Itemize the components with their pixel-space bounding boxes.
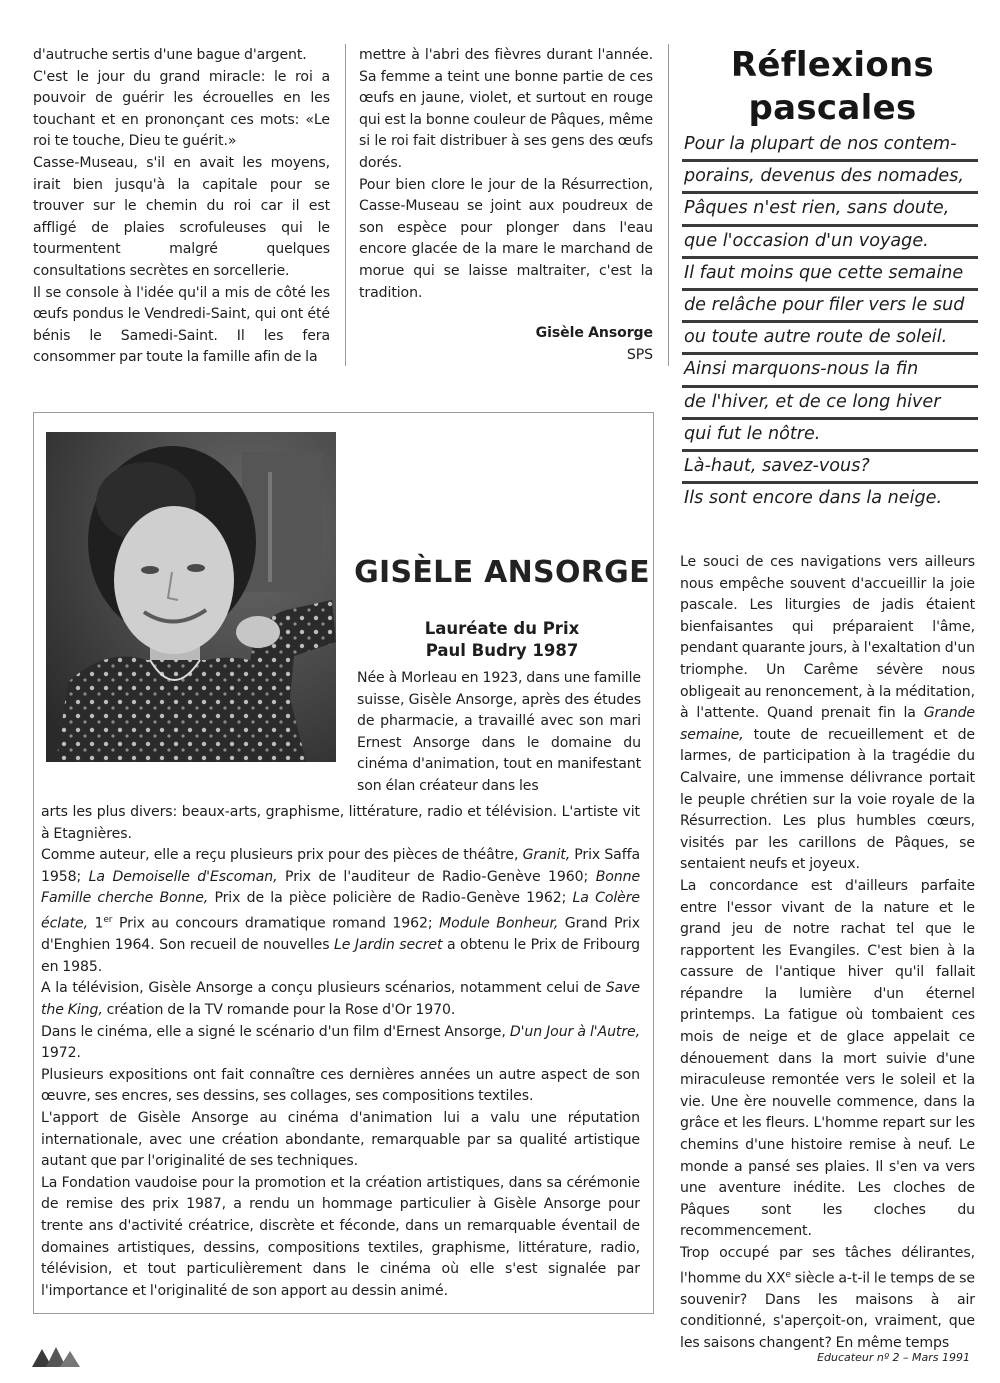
paragraph-awards: Comme auteur, elle a reçu plusieurs prix pour des pièces de théâtre, Granit, Prix Saffa 1958; La Demoiselle d'Escoman, Prix de l'auditeur de Radio-Genève 1960; Bonne Famille cherche Bonne, Prix de la pièce policière de Radio-Genève 1962; La Colère éclate, 1er Prix au concours dramatique romand 1962; Module Bonheur, Grand Prix d'Enghien 1964. Son recueil de nouvelles Le Jardin secret a obtenu le Prix de Fribourg en 1985. (41, 847, 641, 975)
article-column-middle (359, 45, 653, 366)
prize-line: Lauréate du Prix (424, 619, 580, 638)
paragraph: Le souci de ces navigations vers ailleurs nous empêche souvent d'accueillir la joie pascale. Les liturgies de jadis étaient bienfaisantes qui préparaient l'âme, pendant quarante jours, à l'exaltation d'un triomphe. Un Carême sévère nous obligeait au renoncement, à la méditation, à l'attente. Quand prenait fin la Grande semaine, toute de recueillement et de larmes, de participation à la tragédie du Calvaire, une immense délivrance portait le peuple chrétien sur la voie royale de la Résurrection. Les plus humbles cœurs, visités par les carillons de Pâques, se sentaient neufs et joyeux. (680, 554, 975, 873)
signature (359, 323, 653, 366)
poem-line: Pâques n'est rien, sans doute, (682, 194, 978, 226)
poem-line: Ainsi marquons-nous la fin (682, 355, 978, 387)
paragraph: Pour bien clore le jour de la Résurrection, Casse-Museau se joint aux poudreux de son espèce pour plonger dans l'eau encore glacée de la mare le marchand de morue qui se laisse maltraiter, c'est la tradition. (359, 176, 653, 301)
poem-title: Réflexions pascales (730, 45, 935, 128)
publication-logo (32, 1345, 80, 1371)
paragraph-tv: A la télévision, Gisèle Ansorge a conçu plusieurs scénarios, notamment celui de Save the King, création de la TV romande pour la Rose d'Or 1970. (41, 980, 640, 1019)
signature-name: Gisèle Ansorge (535, 325, 653, 342)
paragraph: Casse-Museau, s'il en avait les moyens, irait bien jusqu'à la capitale pour se trouver sur le chemin du roi car il est affligé de plaies scrofuleuses qui le tourmentent malgré quelques consultations secrètes en sorcellerie. (33, 154, 330, 279)
poem-line: Là-haut, savez-vous? (682, 452, 978, 484)
bio-body (41, 802, 640, 1302)
paragraph: L'apport de Gisèle Ansorge au cinéma d'animation lui a valu une réputation internationale, avec une création abondante, remarquable par sa qualité artistique autant que par l'originalité de ses techniques. (41, 1110, 640, 1170)
paragraph: Il se console à l'idée qu'il a mis de côté les œufs pondus le Vendredi-Saint, qui ont été bénis le Samedi-Saint. Il les fera consommer par toute la famille afin de la (33, 284, 330, 366)
paragraph: Trop occupé par ses tâches délirantes, l'homme du XXe siècle a-t-il le temps de se souvenir? Dans les maisons à air conditionné, s'aperçoit-on, vraiment, que les saisons changent? En même temps (680, 1245, 975, 1352)
profile-prize (352, 618, 652, 662)
column-divider (345, 44, 346, 366)
paragraph: Plusieurs expositions ont fait connaître ces dernières années un autre aspect de son œuvre, ses encres, ses dessins, ses collages, ses compositions textiles. (41, 1066, 640, 1105)
poem-line: Il faut moins que cette semaine (682, 259, 978, 291)
poem-line: porains, devenus des nomades, (682, 162, 978, 194)
logo-icon (32, 1345, 80, 1367)
column-divider (668, 44, 669, 366)
paragraph: mettre à l'abri des fièvres durant l'année. Sa femme a teint une bonne partie de ces œufs en jaune, violet, et surtout en rouge qui est la bonne couleur de Pâques, même si le roi fait distribuer à ses gens des œufs dorés. (359, 47, 653, 171)
profile-name: GISÈLE ANSORGE (354, 555, 650, 590)
paragraph: La concordance est d'ailleurs parfaite entre l'essor vivant de la nature et le grand jeu de notre rachat tel que le rapportent les Evangiles. C'est bien à la cassure de l'antique hiver qu'il fallait répandre la lumière d'un éternel printemps. La fatigue où tombaient ces mois de neige et de glace appelait ce dénouement dans la mort suivie d'une miraculeuse remontée vers le soleil et la vie. Une ère nouvelle commence, dans la grâce et les fleurs. L'homme repart sur les chemins d'une histoire remise à neuf. Le monde a pansé ses plaies. Il s'en va vers une aventure inédite. Les cloches de Pâques sont les cloches du recommencement. (680, 877, 975, 1240)
paragraph: d'autruche sertis d'une bague d'argent. (33, 47, 307, 63)
paragraph-cinema: Dans le cinéma, elle a signé le scénario d'un film d'Ernest Ansorge, D'un Jour à l'Autre, 1972. (41, 1023, 640, 1062)
poem-line: Pour la plupart de nos contem- (682, 130, 978, 162)
signature-org: SPS (626, 346, 653, 363)
poem (682, 130, 978, 513)
article-column-left (33, 45, 330, 369)
portrait-photo (46, 432, 336, 762)
paragraph: C'est le jour du grand miracle: le roi a pouvoir de guérir les écrouelles en les touchant et en prononçant ces mots: «Le roi te touche, Dieu te guérit.» (33, 68, 330, 150)
poem-line: Ils sont encore dans la neige. (684, 488, 943, 509)
footer-issue: Educateur nº 2 – Mars 1991 (817, 1351, 970, 1364)
paragraph: arts les plus divers: beaux-arts, graphisme, littérature, radio et télévision. L'artiste vit à Etagnières. (41, 804, 640, 842)
poem-line: ou toute autre route de soleil. (682, 323, 978, 355)
article-column-right (680, 552, 975, 1355)
prize-line: Paul Budry 1987 (425, 641, 579, 660)
poem-line: qui fut le nôtre. (682, 420, 978, 452)
poem-line: de relâche pour filer vers le sud (682, 291, 978, 323)
paragraph: La Fondation vaudoise pour la promotion et la création artistiques, dans sa cérémonie de remise des prix 1987, a rendu un hommage particulier à Gisèle Ansorge pour trente ans d'activité créatrice, discrète et féconde, dans un remarquable éventail de domaines artistiques, dessins, compositions textiles, graphisme, littérature, radio, télévision, et tout particulièrement dans le cinéma où elle s'est signalée par l'importance et l'originalité de son apport au dessin animé. (41, 1174, 640, 1299)
bio-intro (357, 668, 641, 798)
poem-line: que l'occasion d'un voyage. (682, 227, 978, 259)
paragraph: Née à Morleau en 1923, dans une famille suisse, Gisèle Ansorge, après des études de pharmacie, a travaillé avec son mari Ernest Ansorge dans le domaine du cinéma d'animation, tout en manifestant son élan créateur dans les (357, 670, 641, 794)
poem-line: de l'hiver, et de ce long hiver (682, 388, 978, 420)
portrait-illustration (46, 432, 336, 762)
